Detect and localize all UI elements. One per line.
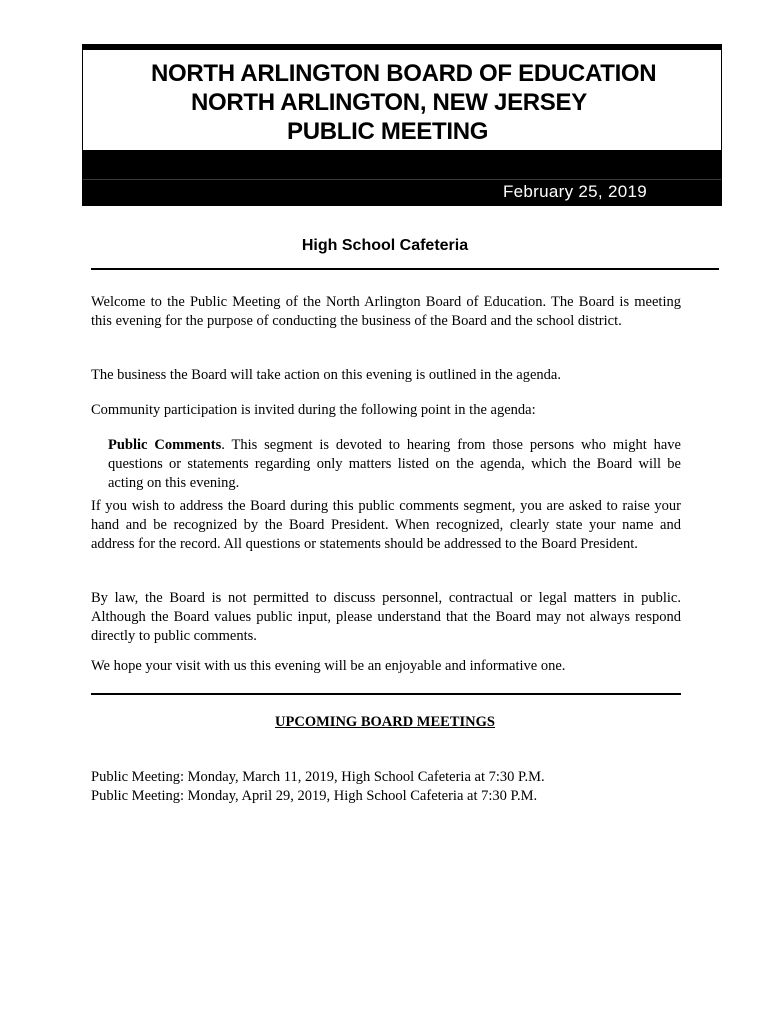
participation-paragraph: Community participation is invited during the following point in the agenda:	[91, 402, 536, 418]
upcoming-meetings-heading: UPCOMING BOARD MEETINGS	[275, 714, 495, 730]
upcoming-meetings-list	[91, 768, 691, 806]
title-line-3: PUBLIC MEETING	[287, 118, 489, 145]
divider-bottom	[91, 693, 681, 695]
divider-top	[91, 268, 719, 270]
closing-paragraph: We hope your visit with us this evening will be an enjoyable and informative one.	[91, 658, 566, 674]
welcome-paragraph: Welcome to the Public Meeting of the North Arlington Board of Education. The Board is meeting this evening for the purpose of conducting the business of the Board and the school district.	[91, 294, 681, 329]
date-band	[83, 150, 721, 205]
title-line-2: NORTH ARLINGTON, NEW JERSEY	[191, 89, 587, 116]
header-box	[82, 44, 722, 206]
title-line-1: NORTH ARLINGTON BOARD OF EDUCATION	[151, 60, 657, 87]
by-law-paragraph: By law, the Board is not permitted to discuss personnel, contractual or legal matters in public. Although the Board values public input, please understand that the Board may not always respond directly to public comments.	[91, 590, 681, 644]
address-board-paragraph: If you wish to address the Board during this public comments segment, you are asked to raise your hand and be recognized by the Board President. When recognized, clearly state your name and address for the record. All questions or statements should be addressed to the Board President.	[91, 498, 681, 552]
meeting-item: Public Meeting: Monday, April 29, 2019, High School Cafeteria at 7:30 P.M.	[91, 788, 538, 804]
meeting-date: February 25, 2019	[502, 182, 647, 201]
document-title	[83, 59, 721, 146]
business-paragraph: The business the Board will take action on this evening is outlined in the agenda.	[91, 367, 561, 383]
meeting-item: Public Meeting: Monday, March 11, 2019, High School Cafeteria at 7:30 P.M.	[91, 769, 545, 785]
header-top-bar	[83, 45, 721, 50]
public-comments-label: Public Comments	[108, 437, 222, 453]
public-comments-text: . This segment is devoted to hearing from those persons who might have questions or statements regarding only matters listed on the agenda, which the Board will be acting on this evening.	[108, 437, 681, 491]
meeting-location: High School Cafeteria	[301, 237, 469, 254]
band-divider	[83, 179, 721, 180]
public-comments-paragraph	[108, 436, 681, 493]
